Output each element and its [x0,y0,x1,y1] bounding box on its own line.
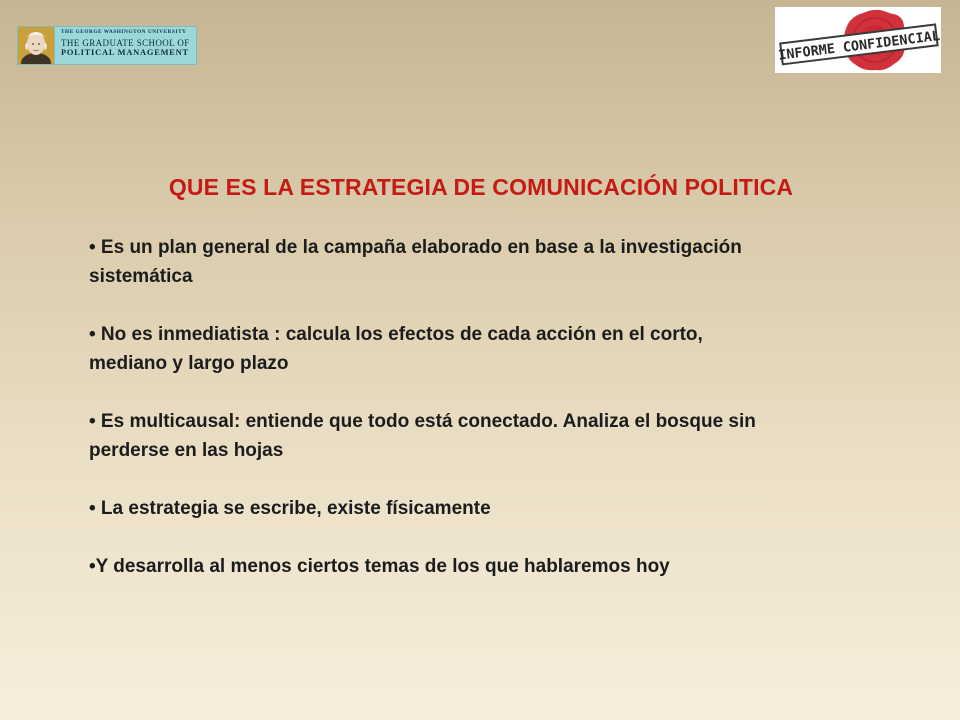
bullet-item: • Es multicausal: entiende que todo está conectado. Analiza el bosque sin perderse en las hojas [89,411,756,461]
slide-title: QUE ES LA ESTRATEGIA DE COMUNICACIÓN POLITICA [168,174,794,200]
seal-stamp-icon [775,7,941,73]
stamp-logo-text: INFORME CONFIDENCIAL [777,28,941,64]
gwu-university-name: THE GEORGE WASHINGTON UNIVERSITY [61,29,187,35]
bullet-item: •Y desarrolla al menos ciertos temas de los que hablaremos hoy [89,556,670,577]
bullet-list [89,233,789,581]
washington-portrait-icon [18,27,55,64]
gwu-logo [17,26,197,65]
bullet-item: • No es inmediatista : calcula los efectos de cada acción en el corto, mediano y largo plazo [89,324,703,374]
bullet-item: • Es un plan general de la campaña elaborado en base a la investigación sistemática [89,237,742,287]
gwu-department-name: POLITICAL MANAGEMENT [61,48,189,58]
gwu-logo-text [55,27,196,64]
bullet-item: • La estrategia se escribe, existe físicamente [89,498,491,519]
gwu-school-name: THE GRADUATE SCHOOL OF [61,38,190,49]
informe-confidencial-logo [775,7,941,73]
